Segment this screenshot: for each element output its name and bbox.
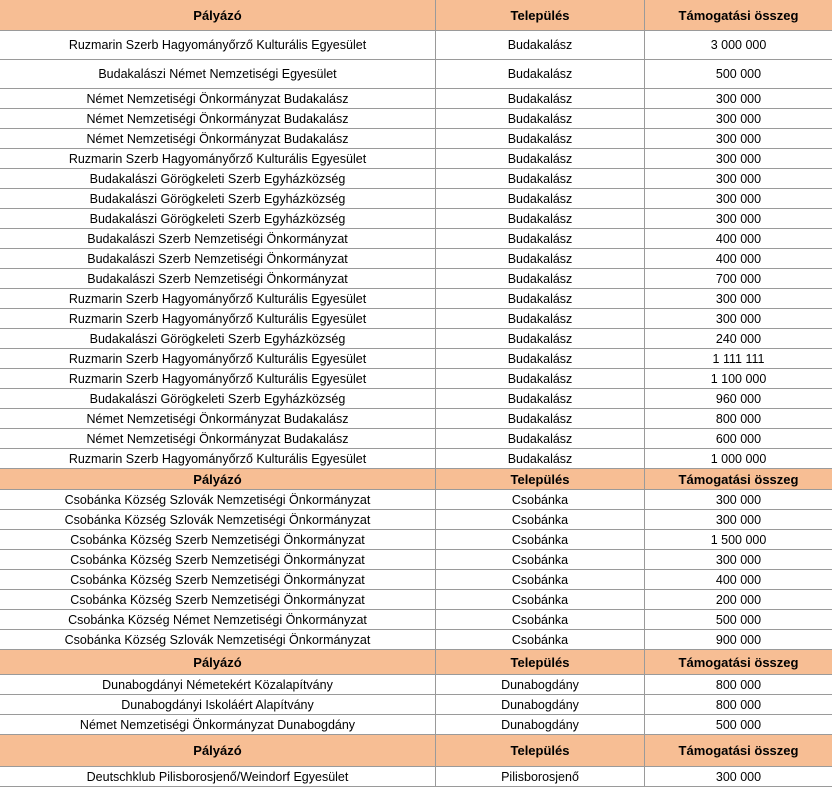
- cell-applicant: Budakalászi Görögkeleti Szerb Egyházközség: [0, 329, 436, 349]
- table-row: [0, 715, 832, 735]
- cell-settlement: Budakalász: [436, 429, 645, 449]
- cell-amount: 300 000: [645, 289, 832, 309]
- cell-applicant: Ruzmarin Szerb Hagyományőrző Kulturális Egyesület: [0, 149, 436, 169]
- cell-settlement: Budakalász: [436, 189, 645, 209]
- table-row: [0, 329, 832, 349]
- cell-applicant: Csobánka Község Szlovák Nemzetiségi Önkormányzat: [0, 490, 436, 510]
- table-row: [0, 409, 832, 429]
- cell-applicant: Budakalászi Szerb Nemzetiségi Önkormányzat: [0, 229, 436, 249]
- cell-amount: 960 000: [645, 389, 832, 409]
- cell-amount: 1 000 000: [645, 449, 832, 469]
- table-header-row: [0, 469, 832, 490]
- cell-settlement: Csobánka: [436, 490, 645, 510]
- cell-amount: 300 000: [645, 767, 832, 787]
- table-row: [0, 675, 832, 695]
- table-row: [0, 767, 832, 787]
- cell-applicant: Csobánka Község Szerb Nemzetiségi Önkormányzat: [0, 550, 436, 570]
- table-header-row: [0, 650, 832, 675]
- header-applicant: Pályázó: [0, 650, 436, 675]
- cell-settlement: Csobánka: [436, 550, 645, 570]
- cell-amount: 300 000: [645, 129, 832, 149]
- cell-settlement: Dunabogdány: [436, 675, 645, 695]
- cell-applicant: Csobánka Község Szlovák Nemzetiségi Önkormányzat: [0, 630, 436, 650]
- table-row: [0, 249, 832, 269]
- cell-amount: 300 000: [645, 149, 832, 169]
- cell-applicant: Csobánka Község Német Nemzetiségi Önkormányzat: [0, 610, 436, 630]
- table-row: [0, 209, 832, 229]
- cell-amount: 900 000: [645, 630, 832, 650]
- cell-settlement: Budakalász: [436, 209, 645, 229]
- cell-settlement: Budakalász: [436, 89, 645, 109]
- header-settlement: Település: [436, 650, 645, 675]
- table-row: [0, 109, 832, 129]
- table-row: [0, 309, 832, 329]
- cell-applicant: Budakalászi Görögkeleti Szerb Egyházközség: [0, 169, 436, 189]
- table-row: [0, 550, 832, 570]
- cell-applicant: Csobánka Község Szerb Nemzetiségi Önkormányzat: [0, 570, 436, 590]
- cell-amount: 1 100 000: [645, 369, 832, 389]
- cell-applicant: Ruzmarin Szerb Hagyományőrző Kulturális Egyesület: [0, 369, 436, 389]
- cell-applicant: Ruzmarin Szerb Hagyományőrző Kulturális Egyesület: [0, 289, 436, 309]
- cell-applicant: Budakalászi Görögkeleti Szerb Egyházközség: [0, 389, 436, 409]
- cell-applicant: Budakalászi Szerb Nemzetiségi Önkormányzat: [0, 269, 436, 289]
- table-row: [0, 31, 832, 60]
- table-row: [0, 369, 832, 389]
- table-row: [0, 610, 832, 630]
- cell-amount: 400 000: [645, 249, 832, 269]
- cell-settlement: Budakalász: [436, 449, 645, 469]
- cell-settlement: Csobánka: [436, 610, 645, 630]
- header-amount: Támogatási összeg: [645, 735, 832, 767]
- cell-amount: 300 000: [645, 109, 832, 129]
- cell-applicant: Csobánka Község Szerb Nemzetiségi Önkormányzat: [0, 590, 436, 610]
- cell-amount: 300 000: [645, 490, 832, 510]
- header-settlement: Település: [436, 735, 645, 767]
- cell-settlement: Dunabogdány: [436, 715, 645, 735]
- cell-amount: 500 000: [645, 610, 832, 630]
- cell-amount: 300 000: [645, 89, 832, 109]
- cell-amount: 300 000: [645, 550, 832, 570]
- cell-settlement: Budakalász: [436, 389, 645, 409]
- cell-amount: 300 000: [645, 189, 832, 209]
- cell-amount: 400 000: [645, 229, 832, 249]
- cell-amount: 300 000: [645, 209, 832, 229]
- cell-applicant: Csobánka Község Szlovák Nemzetiségi Önkormányzat: [0, 510, 436, 530]
- cell-applicant: Dunabogdányi Iskoláért Alapítvány: [0, 695, 436, 715]
- cell-settlement: Budakalász: [436, 31, 645, 60]
- cell-amount: 1 500 000: [645, 530, 832, 550]
- cell-settlement: Budakalász: [436, 329, 645, 349]
- cell-settlement: Csobánka: [436, 630, 645, 650]
- cell-amount: 700 000: [645, 269, 832, 289]
- table-row: [0, 60, 832, 89]
- cell-applicant: Budakalászi Görögkeleti Szerb Egyházközség: [0, 189, 436, 209]
- cell-amount: 600 000: [645, 429, 832, 449]
- cell-amount: 800 000: [645, 409, 832, 429]
- table-row: [0, 570, 832, 590]
- cell-amount: 400 000: [645, 570, 832, 590]
- cell-applicant: Német Nemzetiségi Önkormányzat Budakalász: [0, 89, 436, 109]
- header-settlement: Település: [436, 0, 645, 31]
- header-amount: Támogatási összeg: [645, 0, 832, 31]
- cell-settlement: Budakalász: [436, 249, 645, 269]
- cell-settlement: Pilisborosjenő: [436, 767, 645, 787]
- table-row: [0, 189, 832, 209]
- cell-applicant: Német Nemzetiségi Önkormányzat Dunabogdány: [0, 715, 436, 735]
- cell-settlement: Budakalász: [436, 109, 645, 129]
- cell-settlement: Budakalász: [436, 169, 645, 189]
- cell-applicant: Budakalászi Szerb Nemzetiségi Önkormányzat: [0, 249, 436, 269]
- table-row: [0, 169, 832, 189]
- cell-amount: 300 000: [645, 169, 832, 189]
- table-row: [0, 229, 832, 249]
- table-row: [0, 695, 832, 715]
- table-row: [0, 269, 832, 289]
- cell-settlement: Csobánka: [436, 510, 645, 530]
- cell-settlement: Budakalász: [436, 349, 645, 369]
- table-row: [0, 129, 832, 149]
- cell-settlement: Csobánka: [436, 530, 645, 550]
- cell-applicant: Deutschklub Pilisborosjenő/Weindorf Egyesület: [0, 767, 436, 787]
- cell-amount: 300 000: [645, 510, 832, 530]
- cell-amount: 500 000: [645, 60, 832, 89]
- cell-applicant: Német Nemzetiségi Önkormányzat Budakalász: [0, 409, 436, 429]
- header-amount: Támogatási összeg: [645, 469, 832, 490]
- table-row: [0, 510, 832, 530]
- cell-settlement: Budakalász: [436, 129, 645, 149]
- cell-applicant: Csobánka Község Szerb Nemzetiségi Önkormányzat: [0, 530, 436, 550]
- cell-settlement: Budakalász: [436, 60, 645, 89]
- header-applicant: Pályázó: [0, 469, 436, 490]
- table-row: [0, 349, 832, 369]
- cell-settlement: Dunabogdány: [436, 695, 645, 715]
- cell-applicant: Dunabogdányi Németekért Közalapítvány: [0, 675, 436, 695]
- header-amount: Támogatási összeg: [645, 650, 832, 675]
- header-applicant: Pályázó: [0, 0, 436, 31]
- cell-applicant: Német Nemzetiségi Önkormányzat Budakalász: [0, 109, 436, 129]
- cell-amount: 500 000: [645, 715, 832, 735]
- table-row: [0, 590, 832, 610]
- table-row: [0, 449, 832, 469]
- cell-settlement: Budakalász: [436, 229, 645, 249]
- cell-applicant: Német Nemzetiségi Önkormányzat Budakalász: [0, 129, 436, 149]
- table-row: [0, 490, 832, 510]
- table-header-row: [0, 735, 832, 767]
- cell-settlement: Csobánka: [436, 590, 645, 610]
- table-row: [0, 89, 832, 109]
- table-row: [0, 389, 832, 409]
- table-row: [0, 530, 832, 550]
- cell-applicant: Német Nemzetiségi Önkormányzat Budakalász: [0, 429, 436, 449]
- table-header-row: [0, 0, 832, 31]
- table-row: [0, 429, 832, 449]
- cell-settlement: Budakalász: [436, 269, 645, 289]
- cell-applicant: Budakalászi Német Nemzetiségi Egyesület: [0, 60, 436, 89]
- cell-amount: 3 000 000: [645, 31, 832, 60]
- cell-settlement: Csobánka: [436, 570, 645, 590]
- cell-applicant: Ruzmarin Szerb Hagyományőrző Kulturális Egyesület: [0, 449, 436, 469]
- cell-settlement: Budakalász: [436, 409, 645, 429]
- table-row: [0, 289, 832, 309]
- cell-amount: 1 111 111: [645, 349, 832, 369]
- table-row: [0, 630, 832, 650]
- header-settlement: Település: [436, 469, 645, 490]
- cell-settlement: Budakalász: [436, 149, 645, 169]
- cell-amount: 240 000: [645, 329, 832, 349]
- cell-settlement: Budakalász: [436, 369, 645, 389]
- cell-applicant: Ruzmarin Szerb Hagyományőrző Kulturális Egyesület: [0, 349, 436, 369]
- cell-amount: 800 000: [645, 695, 832, 715]
- header-applicant: Pályázó: [0, 735, 436, 767]
- cell-settlement: Budakalász: [436, 309, 645, 329]
- cell-settlement: Budakalász: [436, 289, 645, 309]
- cell-amount: 800 000: [645, 675, 832, 695]
- cell-applicant: Budakalászi Görögkeleti Szerb Egyházközség: [0, 209, 436, 229]
- cell-amount: 300 000: [645, 309, 832, 329]
- cell-amount: 200 000: [645, 590, 832, 610]
- table-row: [0, 149, 832, 169]
- cell-applicant: Ruzmarin Szerb Hagyományőrző Kulturális Egyesület: [0, 31, 436, 60]
- cell-applicant: Ruzmarin Szerb Hagyományőrző Kulturális Egyesület: [0, 309, 436, 329]
